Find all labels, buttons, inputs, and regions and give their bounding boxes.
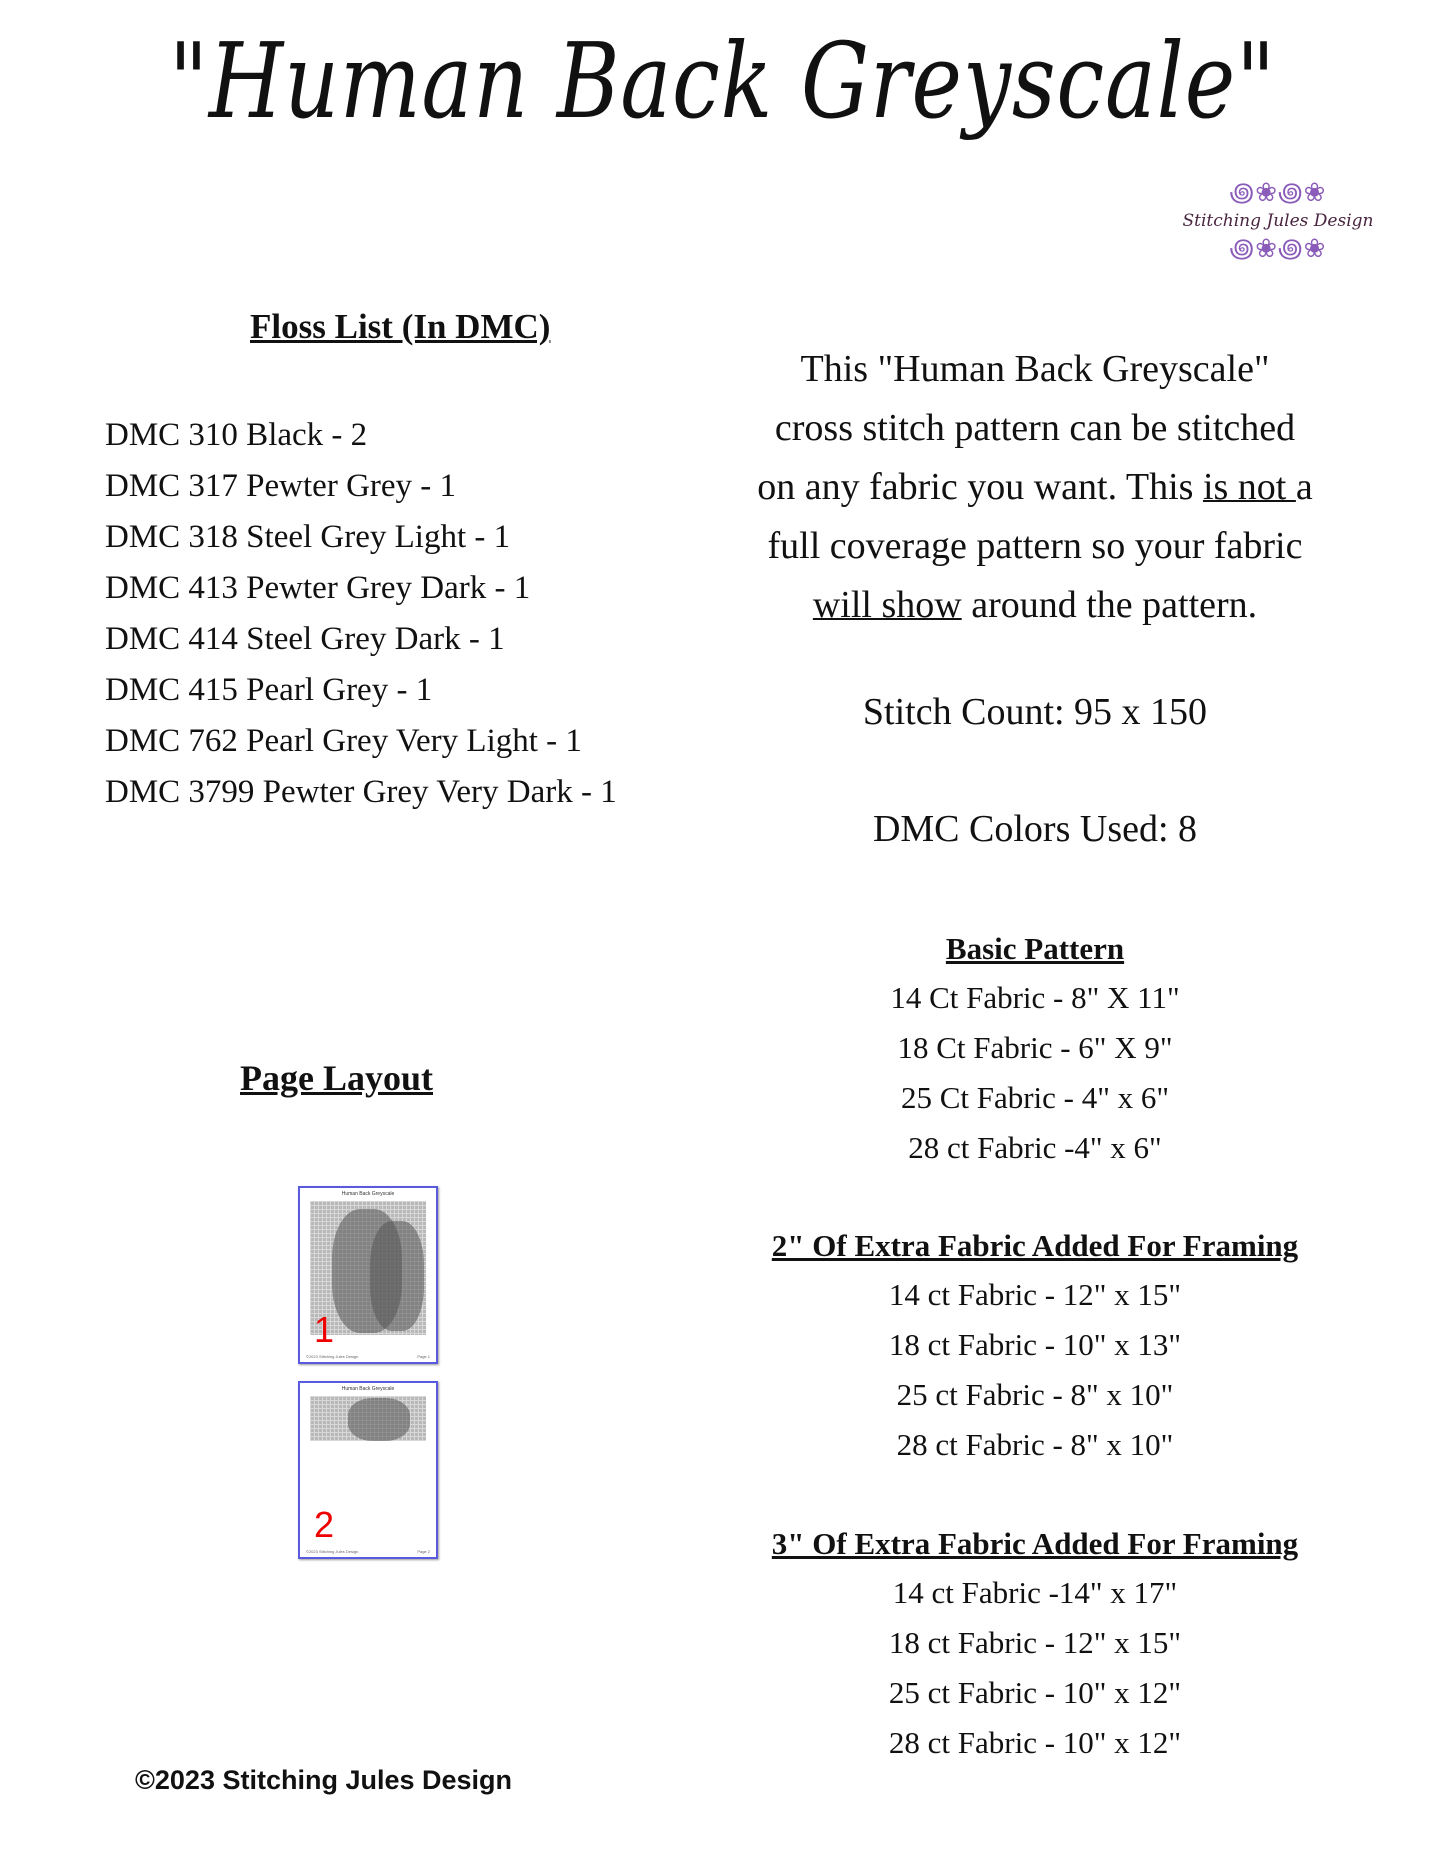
size-row: 14 Ct Fabric - 8" X 11" <box>890 980 1180 1015</box>
brand-logo <box>1178 178 1378 288</box>
size-row: 25 Ct Fabric - 4" x 6" <box>900 1080 1170 1115</box>
page-layout-heading: Page Layout <box>240 1058 433 1098</box>
thumbnail-footer <box>306 1354 430 1359</box>
floss-list-heading: Floss List (In DMC) <box>250 307 551 346</box>
thumbnail-footer-right: Page 2 <box>417 1549 430 1554</box>
size-row: 25 ct Fabric - 10" x 12" <box>888 1675 1182 1710</box>
size-row: 14 ct Fabric -14" x 17" <box>892 1575 1178 1610</box>
emphasis-will-show: will show <box>812 584 962 626</box>
colors-used: DMC Colors Used: 8 <box>872 808 1198 850</box>
pattern-shape <box>370 1221 424 1331</box>
pattern-description <box>705 340 1365 635</box>
thumbnail-title: Human Back Greyscale <box>341 1386 395 1392</box>
section-heading: 3" Of Extra Fabric Added For Framing <box>771 1526 1299 1561</box>
description-line: This "Human Back Greyscale" <box>800 348 1270 390</box>
floss-item: DMC 310 Black - 2 <box>105 417 368 453</box>
thumbnail-footer <box>306 1549 430 1554</box>
description-text: around the pattern. <box>961 584 1258 626</box>
framing-2in-section <box>705 1222 1365 1470</box>
pattern-title: "Human Back Greyscale" <box>168 20 1277 142</box>
floss-item: DMC 415 Pearl Grey - 1 <box>105 672 433 708</box>
brand-name: Stitching Jules Design <box>1182 211 1374 231</box>
floss-item: DMC 762 Pearl Grey Very Light - 1 <box>105 723 582 759</box>
floss-item: DMC 318 Steel Grey Light - 1 <box>105 519 511 555</box>
size-row: 18 ct Fabric - 10" x 13" <box>888 1327 1182 1362</box>
section-heading: Basic Pattern <box>945 931 1125 966</box>
ornament-icon: ꩜❀꩜❀ <box>1229 178 1327 208</box>
description-text: a <box>1295 466 1313 508</box>
page-thumbnail-1 <box>298 1186 438 1364</box>
stitch-count: Stitch Count: 95 x 150 <box>862 691 1208 733</box>
pattern-shape <box>348 1398 410 1441</box>
size-row: 28 ct Fabric - 10" x 12" <box>888 1725 1182 1760</box>
section-heading: 2" Of Extra Fabric Added For Framing <box>771 1228 1299 1263</box>
thumbnail-footer-right: Page 1 <box>417 1354 430 1359</box>
size-row: 18 ct Fabric - 12" x 15" <box>888 1625 1182 1660</box>
thumbnail-footer-left: ©2023 Stitching Jules Design <box>306 1549 359 1554</box>
page-thumbnail-2 <box>298 1381 438 1559</box>
description-text: on any fabric you want. This <box>757 466 1203 508</box>
description-line <box>705 576 1365 635</box>
page-number: 1 <box>314 1309 335 1350</box>
size-row: 18 Ct Fabric - 6" X 9" <box>897 1030 1173 1065</box>
emphasis-is-not: is not <box>1202 466 1296 508</box>
basic-pattern-section <box>705 925 1365 1173</box>
size-row: 25 ct Fabric - 8" x 10" <box>896 1377 1174 1412</box>
floss-list <box>105 410 617 818</box>
thumbnail-footer-left: ©2023 Stitching Jules Design <box>306 1354 359 1359</box>
description-line: cross stitch pattern can be stitched <box>774 407 1296 449</box>
description-line <box>705 458 1365 517</box>
floss-item: DMC 413 Pewter Grey Dark - 1 <box>105 570 531 606</box>
size-row: 28 ct Fabric - 8" x 10" <box>896 1427 1174 1462</box>
size-row: 14 ct Fabric - 12" x 15" <box>888 1277 1182 1312</box>
copyright-notice: ©2023 Stitching Jules Design <box>135 1765 513 1795</box>
thumbnail-title: Human Back Greyscale <box>341 1191 395 1197</box>
framing-3in-section <box>705 1520 1365 1768</box>
page-number: 2 <box>314 1504 335 1545</box>
floss-item: DMC 3799 Pewter Grey Very Dark - 1 <box>105 774 617 810</box>
pattern-grid-preview <box>310 1396 426 1441</box>
floss-item: DMC 414 Steel Grey Dark - 1 <box>105 621 505 657</box>
ornament-icon: ꩜❀꩜❀ <box>1229 234 1327 264</box>
floss-item: DMC 317 Pewter Grey - 1 <box>105 468 457 504</box>
description-line: full coverage pattern so your fabric <box>767 525 1303 567</box>
size-row: 28 ct Fabric -4" x 6" <box>908 1130 1162 1165</box>
